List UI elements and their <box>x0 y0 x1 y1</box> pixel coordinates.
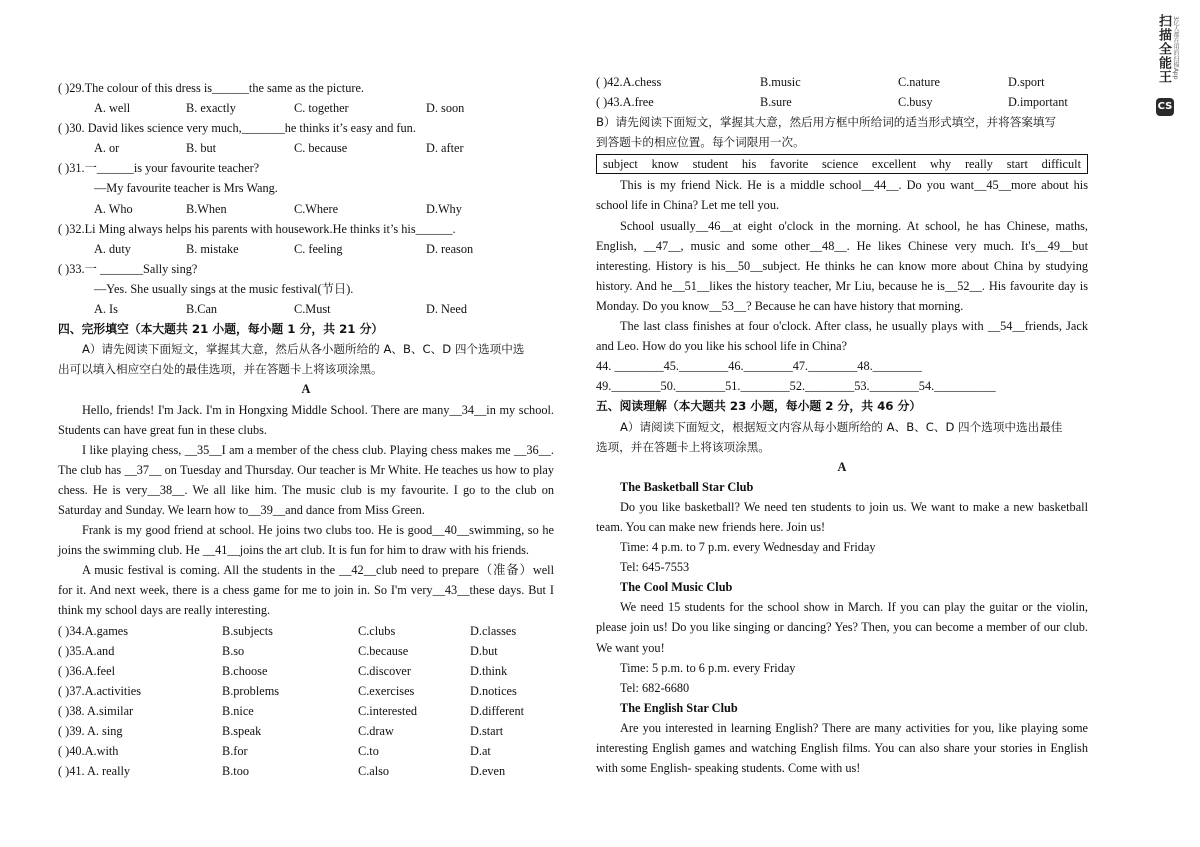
option-c: C.because <box>358 643 409 658</box>
option-c: C.busy <box>898 95 933 110</box>
club-time: Time: 4 p.m. to 7 p.m. every Wednesday and Friday <box>620 540 876 555</box>
option-a: A. duty <box>94 241 131 256</box>
word-bank-item: excellent <box>871 157 917 172</box>
club-tel: Tel: 645-7553 <box>620 560 690 575</box>
word-bank-item: start <box>1006 157 1028 172</box>
passage-paragraph: Hello, friends! I'm Jack. I'm in Hongxing Middle School. There are many__34__in my school. Students can have great fun in these clubs. <box>58 402 554 437</box>
passage-paragraph: I like playing chess, __35__I am a member of the chess club. Playing chess makes me __36__. The club has __37__ on Tuesday and Thursday. Our teacher is Mr White. He teaches us how to play chess. He is very__38__. We all like him. The music club is my favourite. I go to the club on Saturday and Sunday. We learn how to__39__and dance from Miss Green. <box>58 442 554 517</box>
option-a: A. well <box>94 101 131 116</box>
question-stem: ( )33.一 _______Sally sing? <box>58 261 198 276</box>
option-a: ( )40.A.with <box>58 744 119 759</box>
question-31 <box>58 158 554 178</box>
option-a: ( )38. A.similar <box>58 703 134 718</box>
brand-slogan: 3亿人都在用的扫描App <box>1172 16 1179 80</box>
option-d: D. reason <box>426 241 474 256</box>
option-a: ( )34.A.games <box>58 623 129 638</box>
word-bank-item: know <box>651 157 679 172</box>
option-b: B.too <box>222 764 249 779</box>
option-c: C.exercises <box>358 683 415 698</box>
options-32 <box>58 239 554 259</box>
passage-paragraph: School usually__46__at eight o'clock in the morning. At school, he has Chinese, maths, English, __47__, music and some other__48__. He likes Chinese very much. It's__49__but interesting. History is his__50__subject. He thinks he can know more about China by studying history. And he__51__likes the history teacher, Mr Liu, because he is__52__. His favourite day is Monday. Do you know__53__? Because he can have history that morning. <box>596 218 1088 313</box>
question-33 <box>58 259 554 279</box>
club-description: Do you like basketball? We need ten students to join us. We want to make a new basketball team. You can make new friends here. Join us! <box>596 499 1088 534</box>
word-bank-box <box>596 154 1088 174</box>
option-a: ( )37.A.activities <box>58 683 141 698</box>
instruction-line: 出可以填入相应空白处的最佳选项，并在答题卡上将该项涂黑。 <box>58 362 383 377</box>
option-a: ( )42.A.chess <box>596 75 662 89</box>
option-b: B.for <box>222 744 248 759</box>
word-bank-item: favorite <box>770 157 809 172</box>
passage-paragraph: The last class finishes at four o'clock. After class, he usually plays with __54__friends, Jack and Leo. How do you like his school life in China? <box>596 319 1088 354</box>
word-bank-item: really <box>964 157 993 172</box>
word-bank-item: his <box>741 157 757 172</box>
option-c: C.Where <box>294 201 339 216</box>
option-d: D.at <box>470 744 491 759</box>
option-c: C.discover <box>358 663 411 678</box>
option-b: B.problems <box>222 683 280 698</box>
cloze-option-row <box>58 621 554 641</box>
instruction-line: A）请阅读下面短文，根据短文内容从每小题所给的 A、B、C、D 四个选项中选出最佳 <box>620 419 1063 434</box>
option-d: D.even <box>470 764 506 779</box>
option-a: ( )39. A. sing <box>58 724 123 738</box>
option-c: C.to <box>358 744 379 759</box>
word-bank-item: difficult <box>1041 157 1081 172</box>
answer-blanks-row: 44. ________45.________46.________47.________48.________ <box>596 359 922 374</box>
passage-paragraph: This is my friend Nick. He is a middle school__44__. Do you want__45__more about his school life in China? Let me tell you. <box>596 178 1088 213</box>
option-d: D.different <box>470 703 525 718</box>
option-b: B. mistake <box>186 241 239 256</box>
question-32 <box>58 219 554 239</box>
option-a: ( )41. A. really <box>58 764 131 779</box>
club-description: We need 15 students for the school show in March. If you can play the guitar or the violin, please join us! Do you like singing or dancing? Yes? Then, you can become a member of our club. We want you! <box>596 600 1088 655</box>
option-b: B. exactly <box>186 101 236 116</box>
club-description: Are you interested in learning English? There are many activities for you, like playing some interesting English games and watching English films. You can also share your stories in English with some English- speaking students. Come with us! <box>596 720 1088 776</box>
option-d: D.Why <box>426 201 462 216</box>
options-33 <box>58 299 554 319</box>
option-c: C.clubs <box>358 623 396 638</box>
option-d: D.sport <box>1008 75 1045 89</box>
options-30 <box>58 138 554 158</box>
option-c: C.also <box>358 764 390 779</box>
option-b: B.sure <box>760 95 792 110</box>
cloze-options-list <box>58 621 554 782</box>
option-a: A. Is <box>94 302 118 317</box>
word-bank-item: why <box>930 157 952 172</box>
option-a: A. or <box>94 141 120 156</box>
scanner-watermark <box>1150 14 1180 126</box>
option-c: C.interested <box>358 703 418 718</box>
word-bank-item: student <box>692 157 729 172</box>
cloze-option-row <box>58 641 554 661</box>
option-b: B.so <box>222 643 245 658</box>
option-d: D. after <box>426 141 464 156</box>
cloze-option-row <box>596 72 1088 92</box>
instruction-line: 到答题卡的相应位置。每个词限用一次。 <box>596 135 805 150</box>
club-time: Time: 5 p.m. to 6 p.m. every Friday <box>620 660 796 675</box>
passage-paragraph: A music festival is coming. All the students in the __42__club need to prepare（准备）well for it. And next week, there is a chess game for me to join in. So I'm very__43__these days. But I think my school days are really interesting. <box>58 563 554 618</box>
section-heading: 四、完形填空（本大题共 21 小题，每小题 1 分，共 21 分） <box>58 322 384 337</box>
option-b: B.music <box>760 75 801 89</box>
option-a: ( )35.A.and <box>58 643 115 658</box>
option-b: B.Can <box>186 302 218 317</box>
question-33-reply <box>58 279 554 299</box>
option-b: B.nice <box>222 703 254 718</box>
instruction-line: 选项，并在答题卡上将该项涂黑。 <box>596 439 770 454</box>
option-c: C. together <box>294 101 349 116</box>
word-bank-item: science <box>821 157 859 172</box>
cloze-option-row <box>596 92 1088 112</box>
question-29 <box>58 78 554 98</box>
option-d: D. Need <box>426 302 467 317</box>
option-a: ( )36.A.feel <box>58 663 116 678</box>
question-stem: ( )32.Li Ming always helps his parents with housework.He thinks it’s his______. <box>58 221 456 236</box>
club-title: The Cool Music Club <box>620 580 733 595</box>
camscanner-logo-icon: CS <box>1156 98 1174 116</box>
option-c: C. feeling <box>294 241 343 256</box>
option-c: C.nature <box>898 75 941 89</box>
option-b: B.choose <box>222 663 268 678</box>
option-d: D.start <box>470 724 504 738</box>
options-29 <box>58 98 554 118</box>
instruction-line: B）请先阅读下面短文，掌握其大意，然后用方框中所给词的适当形式填空，并将答案填写 <box>596 115 1057 130</box>
cloze-option-row <box>58 721 554 741</box>
option-b: B. but <box>186 141 217 156</box>
right-column <box>596 72 1088 778</box>
option-d: D. soon <box>426 101 465 116</box>
brand-name: 扫描全能王 <box>1156 14 1171 84</box>
options-31 <box>58 199 554 219</box>
option-b: B.subjects <box>222 623 273 638</box>
passage-label: A <box>837 459 847 474</box>
passage-label: A <box>301 382 311 397</box>
cloze-option-row <box>58 661 554 681</box>
option-b: B.speak <box>222 724 262 738</box>
cloze-option-row <box>58 701 554 721</box>
option-d: D.classes <box>470 623 517 638</box>
answer-blanks-row: 49.________50.________51.________52.________53.________54.__________ <box>596 379 996 394</box>
word-bank-item: subject <box>603 157 638 172</box>
option-d: D.important <box>1008 95 1068 110</box>
question-30 <box>58 118 554 138</box>
club-tel: Tel: 682-6680 <box>620 680 690 695</box>
reply-text: —Yes. She usually sings at the music festival(节日). <box>94 281 354 296</box>
reply-text: —My favourite teacher is Mrs Wang. <box>94 181 278 196</box>
section-heading: 五、阅读理解（本大题共 23 小题，每小题 2 分，共 46 分） <box>596 399 922 414</box>
question-stem: ( )29.The colour of this dress is______the same as the picture. <box>58 81 364 95</box>
cloze-option-row <box>58 681 554 701</box>
option-b: B.When <box>186 201 227 216</box>
instruction-line: A）请先阅读下面短文，掌握其大意，然后从各小题所给的 A、B、C、D 四个选项中选 <box>82 342 525 357</box>
cloze-option-row <box>58 761 554 781</box>
left-column <box>58 78 554 781</box>
question-31-reply <box>58 178 554 198</box>
option-a: ( )43.A.free <box>596 95 654 110</box>
question-stem: ( )30. David likes science very much,_______he thinks it’s easy and fun. <box>58 121 416 136</box>
club-title: The English Star Club <box>620 700 738 715</box>
option-c: C. because <box>294 141 348 156</box>
option-a: A. Who <box>94 201 133 216</box>
option-d: D.notices <box>470 683 517 698</box>
option-d: D.think <box>470 663 508 678</box>
club-title: The Basketball Star Club <box>620 479 754 494</box>
question-stem: ( )31.一______is your favourite teacher? <box>58 161 260 176</box>
option-d: D.but <box>470 643 498 658</box>
passage-paragraph: Frank is my good friend at school. He joins two clubs too. He is good__40__swimming, so he joins the swimming club. He __41__joins the art club. It is fun for him to draw with his friends. <box>58 523 554 558</box>
option-c: C.Must <box>294 302 331 317</box>
option-c: C.draw <box>358 724 394 738</box>
cloze-option-row <box>58 741 554 761</box>
